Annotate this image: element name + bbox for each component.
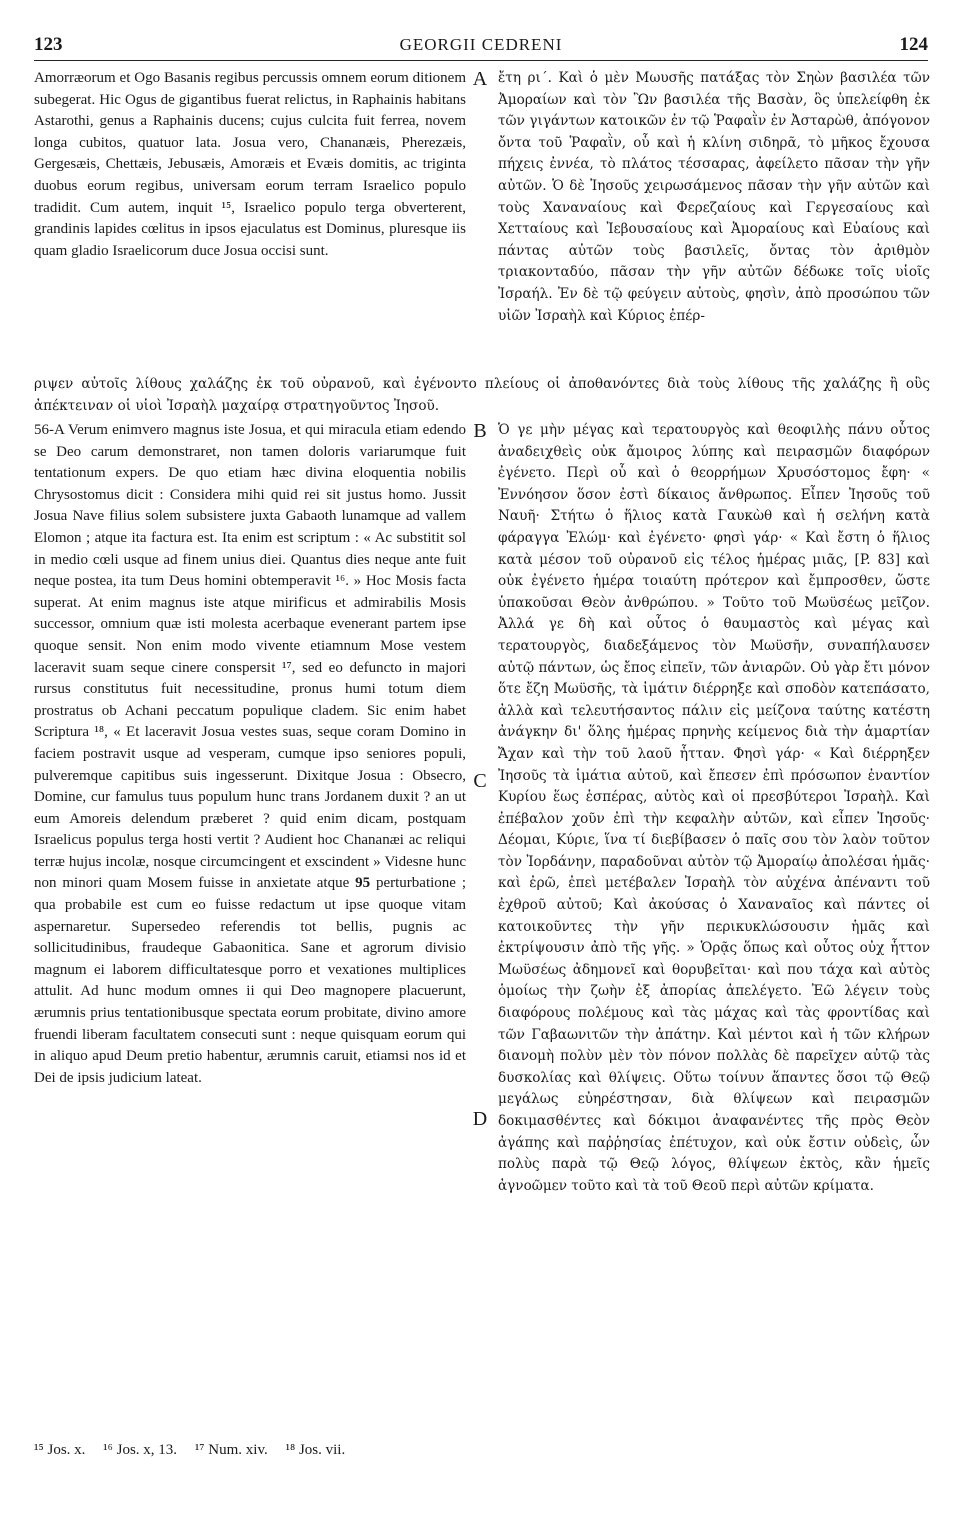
- footnotes: [34, 1442, 930, 1459]
- margin-marker-b: B: [473, 420, 487, 442]
- greek-full-width-line: [34, 374, 930, 420]
- running-title: GEORGII CEDRENI: [399, 35, 563, 54]
- greek-column-top: [498, 68, 930, 372]
- margin-marker-c: C: [473, 770, 487, 792]
- latin-paragraph-1: Amorræorum et Ogo Basanis regibus percussis omnem eorum ditionem subegerat. Hic Ogus de gigantibus fuerat relictus, in Raphainis habitans Astarothi, genus a Raphainis ducens; cujus culcita fuit ferrea, novem longa cubitos, quatuor lata. Josua vero, Chananæis, Pherezæis, Gergesæis, Chettæis, Jebusæis, Amoræis et Evæis domitis, ac triginta duobus eorum regibus, universam eorum terram Israelico populo tradidit. Cum autem, inquit ¹⁵, Israelico populo terga obverterent, grandinis lapides cœlitus in ipsos ejaculatus est Dominus, pluresque iis quam gladio Israelicorum duce Josua occisi sunt.: [34, 70, 466, 259]
- page-header: [34, 30, 928, 61]
- footnote-16: ¹⁶ Jos. x, 13.: [103, 1442, 178, 1458]
- greek-paragraph-2: Ὁ γε μὴν μέγας καὶ τερατουργὸς καὶ θεοφιλὴς πάνυ οὗτος ἀναδειχθεὶς οὐκ ἄμοιρος λύπης καὶ πειρασμῶν διαφόρων ἐγένετο. Περὶ οὗ καὶ ὁ θεορρήμων Χρυσόστομος ἔφη· « Ἐννόησον ὅσον ἐστὶ δίκαιος ἄνθρωπος. Εἶπεν Ἰησοῦς τοῦ Ναυῆ· Στήτω ὁ ἥλιος κατὰ Γαυκὼθ καὶ ἡ σελήνη κατὰ φάραγγα Ἐλώμ· καὶ ἐγένετο· φησὶ γάρ· « Καὶ ἔστη ὁ ἥλιος κατὰ μέσον τοῦ οὐρανοῦ εἰς τέλος ἡμέρας μιᾶς, [P. 83] καὶ οὐκ ἐγένετο ἡμέρα τοιαύτη πρότερον καὶ ἔμπροσθεν, ὥστε ὑπακοῦσαι Θεὸν ἀνθρώπου. » Τοῦτο τοῦ Μωϋσέως μεῖζον. Ἀλλά γε δὴ καὶ οὗτος ὁ θαυμαστὸς καὶ μέγας καὶ τερατουργὸς, διαδεξάμενος τὸν Μωϋσῆν, συναπήλαυσεν αὐτῷ πάντων, ὡς ἔπος εἰπεῖν, τῶν ἀνιαρῶν. Οὐ γὰρ ἔτι μόνον ὅτε ἔζη Μωϋσῆς, τὰ ἱμάτιν διέρρηξε καὶ σποδὸν κατεπάσατο, ἀλλὰ καὶ τελευτήσαντος πάλιν εἰς μείζονα ταύτης κατέστη ἀνάγκην δι' ὅλης ἡμέρας πρηνὴς κείμενος διὰ τὴν ἁμαρτίαν Ἄχαν καὶ τὴν τοῦ λαοῦ ἧτταν. Φησὶ γάρ· « Καὶ διέρρηξεν Ἰησοῦς τὰ ἱμάτια αὐτοῦ, καὶ ἔπεσεν ἐπὶ πρόσωπον ἐναντίον Κυρίου ἕως ἑσπέρας, αὐτὸς καὶ οἱ πρεσβύτεροι Ἰσραὴλ. Καὶ ἐπέβαλον χοῦν ἐπὶ τὴν κεφαλὴν αὐτῶν, καὶ εἶπεν Ἰησοῦς· Δέομαι, Κύριε, ἵνα τί διεβίβασεν ὁ παῖς σου τὸν λαὸν τοῦτον τὸν Ἰορδάνην, παραδοῦναι αὐτὸν τῷ Ἀμοραίῳ ἀπολέσαι ἡμᾶς· καὶ ἐρῶ, ἐπεὶ μετέβαλεν Ἰσραὴλ τὸν αὐχένα ἀπέναντι τοῦ ἐχθροῦ αὐτοῦ; Καὶ ἀκούσας ὁ Χαναναῖος καὶ πάντες οἱ κατοικοῦντες τὴν γῆν περικυκλώσουσιν ἡμᾶς καὶ ἐκτρίψουσιν ἀπὸ τῆς γῆς. » Ὁρᾷς ὅπως καὶ οὗτος οὐχ ἧττον Μωϋσέως ἀδημονεῖ καὶ θορυβεῖται· καὶ που τάχα καὶ αὐτὸς ὁμοίως τὴν ζωὴν ἐξ ἀπορίας ἀπελέγετο. Ἐῶ λέγειν τοὺς διαφόρους πολέμους καὶ τὰς μάχας καὶ τὰς φροντίδας καὶ τῶν Γαβαωνιτῶν τὴν ἀπάτην. Καὶ μέντοι καὶ ἡ τῶν κλήρων διανομὴ πολὺν μὲν τὸν πόνον πολλὰς δὲ παρεῖχεν αὐτῷ τὰς δυσκολίας καὶ θλίψεις. Οὕτω τοίνυν ἅπαντες ὅσοι τῷ Θεῷ μεγάλως εὐηρέστησαν, διὰ θλίψεων καὶ πειρασμῶν δοκιμασθέντες καὶ δόκιμοι ἀναφανέντες τῆς πρὸς Θεὸν ἀγάπης καὶ παῤῥησίας ἐπέτυχον, καὶ οὐκ ἔστιν οὐδεὶς, ὧν πολὺς παρὰ τῷ Θεῷ λόγος, θλίψεων ἐκτὸς, κἂν ἡμεῖς ἀγνοῶμεν τοῦτο καὶ τὰ τοῦ Θεοῦ περὶ αὐτῶν κρίματα.: [498, 422, 930, 1194]
- page-number-right: 124: [899, 34, 928, 55]
- page-reference-bold: 95: [355, 875, 371, 892]
- footnote-15: ¹⁵ Jos. x.: [34, 1442, 86, 1458]
- margin-marker-a: A: [472, 68, 488, 90]
- footnote-18: ¹⁸ Jos. vii.: [285, 1442, 346, 1458]
- greek-column-bottom: [498, 420, 930, 1430]
- latin-paragraph-2: [34, 420, 466, 1089]
- latin-text-3: perturbatione ; qua probabile est cum eo fuisse redactum ut ipse quoque vitam aspernaretur. Supersedeo referendis tot bellis, pugnis ac sollicitudinibus, fraudeque Gabaonitica. Sane et agrorum divisio magnum ei laborem difficultatesque porro et vexationes multiplices attulit. Ad hunc modum omnes ii qui Deo magnopere placuerunt, ærumnis prius tentationibusque spectata eorum probitate, divino amore fruendi liberam facultatem consecuti sunt : neque quisquam eorum qui in aliquo apud Deum pretio habentur, ærumnis caruit, etiamsi nos id et Dei de ipsis judicium lateat.: [34, 875, 466, 1086]
- latin-column-top: [34, 68, 466, 372]
- page-number-left: 123: [34, 34, 63, 55]
- margin-marker-d: D: [472, 1108, 488, 1130]
- footnote-17: ¹⁷ Num. xiv.: [194, 1442, 268, 1458]
- latin-text-2: 56-A Verum enimvero magnus iste Josua, et qui miracula etiam edendo se Deo carum demonstraret, non tamen doloris variarumque fuit tentationum expers. De quo etiam hæc divina eloquentia nobilis Chrysostomus dicit : Considera mihi quid rei sit justus homo. Jussit Josua Nave filius solem subsistere juxta Gabaoth lunamque ad vallem Elomon ; atque ita factura est. Ita enim est scriptum : « Ac substitit sol in medio cœli usque ad finem unius diei. Quantus dies neque ante fuit neque postea, ita tum Deus homini obtemperavit ¹⁶. » Hoc Mosis facta superat. At enim magnus iste atque mirificus et admirabilis Mosis successor, omnium quæ isti molesta acerbaque evenerant partem ipse quoque sensit. Non enim modo vivente etiamnum Mose vestem laceravit suam seque cinere conspersit ¹⁷, sed eo defuncto in majori rursus constitutus fuit necessitudine, pronus humi totum diem prostratus ob Achani peccatum populique cladem. Sic enim habet Scriptura ¹⁸, « Et laceravit Josua vestes suas, seque coram Domino in faciem postravit usque ad vesperam, cumque ipso seniores populi, pulveremque capitibus suis ingesserunt. Dixitque Josua : Obsecro, Domine, cur famulus tuus populum hunc trans Jordanem duxit ? an ut eum Amoreis delendum præberet ? quid enim dicam, postquam Israelicus populus terga hosti vertit ? Audient hoc Chananæi ac reliqui terræ hujus incolæ, nosque circumcingent et exscindent » Videsne hunc non minori quam Mosem fuisse in anxietate atque: [34, 422, 466, 892]
- greek-continuation: ριψεν αὐτοῖς λίθους χαλάζης ἐκ τοῦ οὐρανοῦ, καὶ ἐγένοντο πλείους οἱ ἀποθανόντες διὰ τοὺς λίθους τῆς χαλάζης ἢ οὓς ἀπέκτειναν οἱ υἱοὶ Ἰσραὴλ μαχαίρᾳ στρατηγοῦντος Ἰησοῦ.: [34, 376, 930, 414]
- greek-paragraph-1: ἔτη ρι΄. Καὶ ὁ μὲν Μωυσῆς πατάξας τὸν Σηὼν βασιλέα τῶν Ἀμοραίων καὶ τὸν Ὢν βασιλέα τῆς Βασὰν, ὃς ὑπελείφθη ἐκ τῶν γιγάντων κατοικῶν ἐν τῷ Ῥαφαῒν ἐν Ἀσταρὼθ, ἀπόγονον ὄντα τοῦ Ῥαφαῒν, οὗ καὶ ἡ κλίνη σιδηρᾶ, τὸ μῆκος ἔχουσα πήχεις ἐννέα, τὸ πλάτος τέσσαρας, ἀφείλετο πᾶσαν τὴν γῆν αὐτῶν. Ὁ δὲ Ἰησοῦς χειρωσάμενος πᾶσαν τὴν γῆν αὐτῶν καὶ τοὺς Χαναναίους καὶ Φερεζαίους καὶ Γεργεσαίους καὶ Χετταίους καὶ Ἰεβουσαίους καὶ Ἀμοραίους καὶ Εὐαίους καὶ πάντας αὐτῶν τοὺς βασιλεῖς, ὄντας τὸν ἀριθμὸν τριακονταδύο, πᾶσαν τὴν γῆν αὐτῶν δέδωκε τοῖς υἱοῖς Ἰσραήλ. Ἐν δὲ τῷ φεύγειν αὐτοὺς, φησὶν, ἀπὸ προσώπου τῶν υἱῶν Ἰσραὴλ καὶ Κύριος ἐπέρ-: [498, 70, 930, 324]
- latin-column-bottom: [34, 420, 466, 1420]
